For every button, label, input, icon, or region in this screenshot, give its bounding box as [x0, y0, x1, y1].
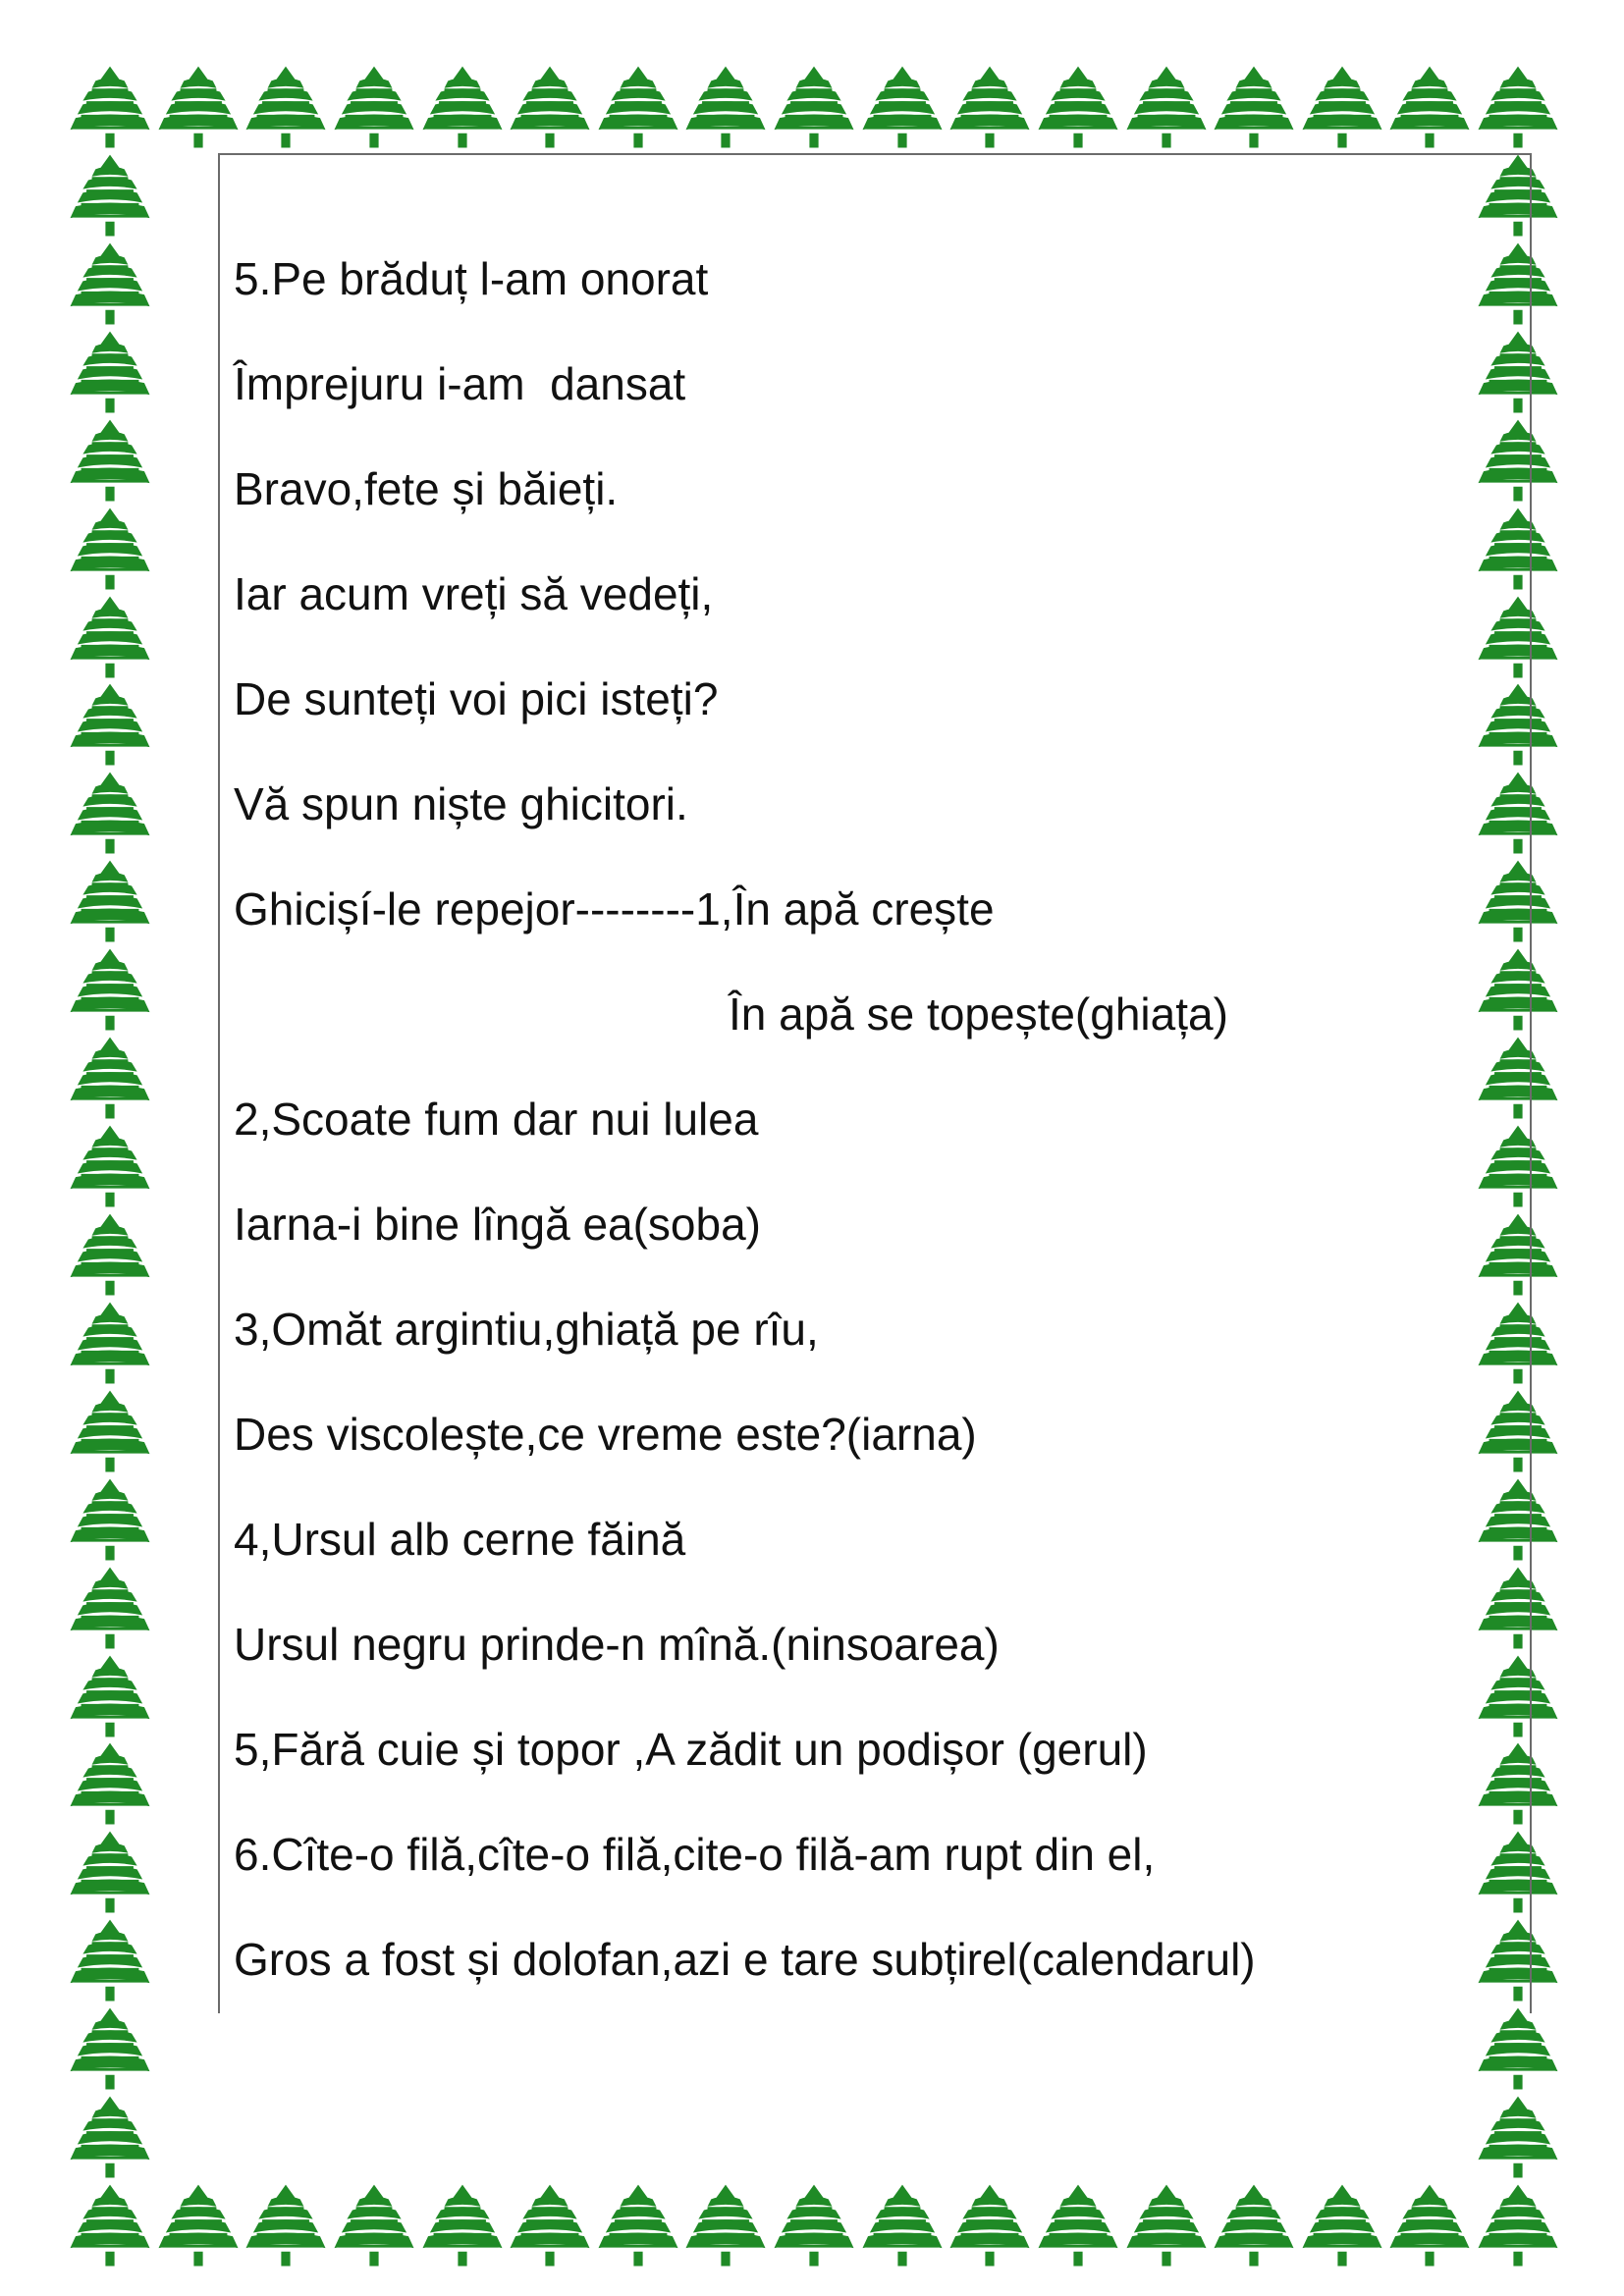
- christmas-tree-icon: [65, 1652, 155, 1742]
- christmas-tree-icon: [65, 2181, 155, 2271]
- christmas-tree-icon: [65, 1564, 155, 1654]
- christmas-tree-icon: [65, 1122, 155, 1212]
- christmas-tree-icon: [65, 1828, 155, 1918]
- poem-line: Ghicișí-le repejor--------1,În apă crește: [234, 883, 995, 934]
- christmas-tree-icon: [65, 680, 155, 771]
- christmas-tree-icon: [153, 2181, 244, 2271]
- poem-line: 5.Pe brăduț l-am onorat: [234, 253, 709, 304]
- christmas-tree-icon: [65, 769, 155, 859]
- christmas-tree-icon: [857, 2181, 947, 2271]
- christmas-tree-icon: [65, 1916, 155, 2006]
- christmas-tree-icon: [65, 945, 155, 1036]
- poem-line: 6.Cîte-o filă,cîte-o filă,cite-o filă-am rupt din el,: [234, 1829, 1156, 1880]
- poem-line: În apă se topește(ghiața): [729, 988, 1228, 1040]
- christmas-tree-icon: [1473, 2093, 1563, 2183]
- christmas-tree-icon: [945, 2181, 1035, 2271]
- christmas-tree-icon: [505, 2181, 595, 2271]
- christmas-tree-icon: [153, 63, 244, 153]
- christmas-tree-icon: [65, 505, 155, 595]
- christmas-tree-icon: [65, 151, 155, 241]
- christmas-tree-icon: [65, 63, 155, 153]
- christmas-tree-icon: [65, 857, 155, 947]
- poem-line: Iar acum vreți să vedeți,: [234, 568, 714, 619]
- poem-text: [234, 0, 1510, 2061]
- poem-line: 2,Scoate fum dar nui lulea: [234, 1094, 759, 1145]
- christmas-tree-icon: [680, 2181, 771, 2271]
- christmas-tree-icon: [1209, 2181, 1299, 2271]
- christmas-tree-icon: [1121, 2181, 1212, 2271]
- christmas-tree-icon: [65, 2004, 155, 2095]
- christmas-tree-icon: [65, 1739, 155, 1830]
- poem-line: 5,Fără cuie și topor ,A zădit un podișor (gerul): [234, 1724, 1148, 1775]
- christmas-tree-icon: [65, 1475, 155, 1566]
- poem-line: Bravo,fete și băieți.: [234, 463, 619, 514]
- poem-line: Gros a fost și dolofan,azi e tare subțirel(calendarul): [234, 1934, 1256, 1985]
- christmas-tree-icon: [1384, 2181, 1475, 2271]
- poem-line: Des viscolește,ce vreme este?(iarna): [234, 1409, 977, 1460]
- poem-line: Ursul negru prinde-n mînă.(ninsoarea): [234, 1619, 1000, 1670]
- poem-line: 3,Omăt argintiu,ghiață pe rîu,: [234, 1304, 819, 1355]
- christmas-tree-icon: [417, 2181, 508, 2271]
- christmas-tree-icon: [65, 593, 155, 683]
- poem-line: Împrejuru i-am dansat: [234, 358, 686, 409]
- christmas-tree-icon: [769, 2181, 859, 2271]
- christmas-tree-icon: [593, 2181, 683, 2271]
- christmas-tree-icon: [65, 1299, 155, 1389]
- poem-line: De sunteți voi pici isteți?: [234, 673, 719, 724]
- poem-line: Vă spun niște ghicitori.: [234, 778, 688, 829]
- christmas-tree-icon: [241, 2181, 331, 2271]
- christmas-tree-icon: [1033, 2181, 1123, 2271]
- christmas-tree-icon: [65, 1210, 155, 1301]
- christmas-tree-icon: [65, 416, 155, 507]
- christmas-tree-icon: [65, 240, 155, 330]
- poem-line: Iarna-i bine lîngă ea(soba): [234, 1199, 761, 1250]
- christmas-tree-icon: [65, 1387, 155, 1477]
- poem-line: 4,Ursul alb cerne făină: [234, 1514, 686, 1565]
- christmas-tree-icon: [65, 328, 155, 418]
- christmas-tree-icon: [65, 1034, 155, 1124]
- christmas-tree-icon: [1297, 2181, 1387, 2271]
- christmas-tree-icon: [1473, 2181, 1563, 2271]
- christmas-tree-icon: [329, 2181, 419, 2271]
- christmas-tree-icon: [65, 2093, 155, 2183]
